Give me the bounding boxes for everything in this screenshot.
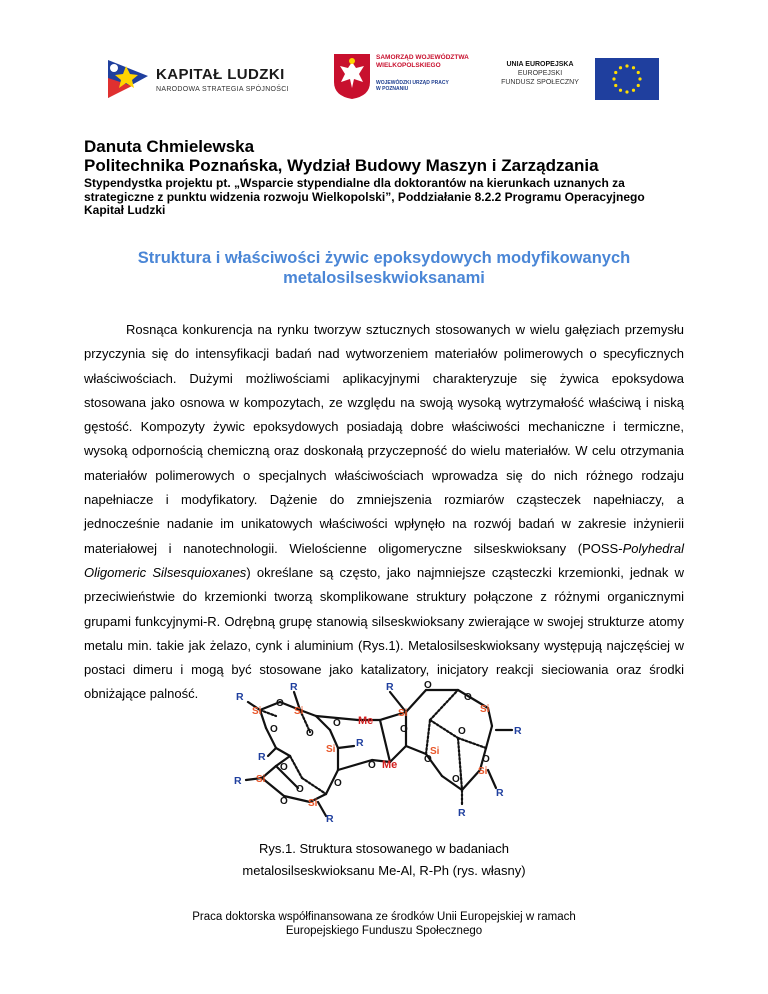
me-atom: Me bbox=[382, 759, 398, 771]
o-atom: O bbox=[424, 754, 432, 765]
si-atom: Si bbox=[294, 706, 304, 717]
r-group: R bbox=[290, 681, 298, 693]
r-group: R bbox=[496, 787, 504, 799]
eu-line2: EUROPEJSKI bbox=[517, 70, 563, 77]
r-group: R bbox=[356, 737, 364, 749]
eu-star-icon bbox=[637, 84, 640, 87]
wielkopolska-text-bottom bbox=[376, 80, 449, 92]
wlkp-line4: W POZNANIU bbox=[376, 86, 409, 92]
body-paragraph bbox=[84, 318, 684, 707]
body-part1: Rosnąca konkurencja na rynku tworzyw sztucznych stosowanych w wielu gałęziach przemysłu przyczynia się do intensyfikacji badań nad wytworzeniem materiałów polimerowych o specyficznych właściwościach. Dużymi możliwościami aplikacyjnymi charakteryzuje się żywica epoksydowa stosowana jako osnowa w kompozytach, ze względu na swoją wysoką wytrzymałość właściwą i niską gęstość. Kompozyty żywic epoksydowych posiadają dobre właściwości mechaniczne i termiczne, wysoką odpornością chemiczną oraz doskonałą przyczepność do wielu materiałów. W celu otrzymania materiałów polimerowych o specjalnych właściwościach wprowadza się do nich różnego rodzaju napełniacze i modyfikatory. Dążenie do zmniejszenia rozmiarów cząsteczek napełniaczy, a jednocześnie nadanie im unikatowych właściwości wpłynęło na rozwój badań w zakresie inżynierii materiałowej i nanotechnologii. Wielościenne oligomeryczne silseskwioksany (POSS- bbox=[84, 322, 684, 556]
eu-flag-icon bbox=[595, 58, 659, 100]
r-group: R bbox=[326, 813, 334, 825]
caption-line1: Rys.1. Struktura stosowanego w badaniach bbox=[258, 841, 510, 856]
wlkp-line2: WIELKOPOLSKIEGO bbox=[376, 62, 441, 69]
r-group: R bbox=[386, 681, 394, 693]
affiliation: Politechnika Poznańska, Wydział Budowy Maszyn i Zarządzania bbox=[84, 156, 599, 175]
o-atom: O bbox=[464, 692, 472, 703]
eu-text bbox=[490, 60, 590, 87]
body-text bbox=[84, 318, 684, 707]
eu-line3: FUNDUSZ SPOŁECZNY bbox=[501, 79, 579, 86]
metallosilsesquioxane-structure-diagram bbox=[230, 670, 540, 835]
me-atom: Me bbox=[358, 715, 374, 727]
o-atom: O bbox=[452, 774, 460, 785]
r-group: R bbox=[458, 807, 466, 819]
r-group: R bbox=[258, 751, 266, 763]
wielkopolska-logo bbox=[330, 48, 469, 108]
kapital-ludzki-emblem-icon bbox=[104, 54, 152, 100]
wlkp-line3: WOJEWÓDZKI URZĄD PRACY bbox=[376, 80, 449, 86]
eu-star-icon bbox=[625, 64, 628, 67]
eu-star-icon bbox=[619, 89, 622, 92]
si-atom: Si bbox=[256, 774, 266, 785]
caption-line2: metalosilseskwioksanu Me-Al, R-Ph (rys. własny) bbox=[242, 863, 526, 878]
document-title: Struktura i właściwości żywic epoksydowych modyfikowanych metalosilseskwioksanami bbox=[137, 249, 631, 287]
footer-line1: Praca doktorska współfinansowana ze środków Unii Europejskiej w ramach bbox=[192, 911, 576, 923]
eu-star-icon bbox=[632, 89, 635, 92]
o-atom: O bbox=[270, 724, 278, 735]
kapital-ludzki-title: KAPITAŁ LUDZKI bbox=[156, 66, 285, 83]
o-atom: O bbox=[368, 760, 376, 771]
footer-note bbox=[134, 910, 634, 938]
wielkopolska-eagle-icon bbox=[332, 52, 372, 100]
o-atom: O bbox=[400, 724, 408, 735]
kapital-ludzki-logo bbox=[104, 54, 304, 100]
si-atom: Si bbox=[308, 798, 318, 809]
o-atom: O bbox=[280, 762, 288, 773]
o-atom: O bbox=[276, 698, 284, 709]
grant-info: Stypendystka projektu pt. „Wsparcie stypendialne dla doktorantów na kierunkach uznanych za strategiczne z punktu widzenia rozwoju Wielkopolski”, Poddziałanie 8.2.2 Programu Operacyjnego Kapitał Ludzki bbox=[84, 176, 645, 217]
wielkopolska-text-top bbox=[376, 54, 469, 70]
o-atom: O bbox=[306, 728, 314, 739]
eu-star-icon bbox=[619, 66, 622, 69]
wlkp-line1: SAMORZĄD WOJEWÓDZTWA bbox=[376, 54, 469, 61]
r-group: R bbox=[514, 725, 522, 737]
o-atom: O bbox=[296, 784, 304, 795]
si-atom: Si bbox=[430, 746, 440, 757]
o-atom: O bbox=[482, 754, 490, 765]
body-part2: ) określane są często, jako najmniejsze cząsteczki krzemionki, jednak w przeciwieństwie do krzemionki tworzą skomplikowane struktury połączone z różnymi organicznymi grupami funkcyjnymi-R. Odrębną grupę stanowią silseskwioksany zwierające w swojej strukturze atomy metalu min. takie jak żelazo, cynk i aluminium (Rys.1). Metalosilseskwioksany występują najczęściej w postaci dimeru i mogą być stosowane jako katalizatory, inicjatory reakcji sieciowania oraz środki obniżające palność. bbox=[84, 564, 684, 702]
eu-star-icon bbox=[614, 71, 617, 74]
o-atom: O bbox=[334, 778, 342, 789]
si-atom: Si bbox=[326, 744, 336, 755]
si-atom: Si bbox=[398, 708, 408, 719]
eu-star-icon bbox=[614, 84, 617, 87]
eu-star-icon bbox=[632, 66, 635, 69]
r-group: R bbox=[236, 691, 244, 703]
footer-line2: Europejskiego Funduszu Społecznego bbox=[285, 925, 483, 937]
logo-bar bbox=[0, 48, 768, 108]
eu-star-icon bbox=[637, 71, 640, 74]
o-atom: O bbox=[458, 726, 466, 737]
author-name: Danuta Chmielewska bbox=[84, 137, 255, 156]
kapital-ludzki-subtitle: NARODOWA STRATEGIA SPÓJNOŚCI bbox=[156, 86, 289, 93]
si-atom: Si bbox=[252, 706, 262, 717]
eu-star-icon bbox=[612, 77, 615, 80]
eu-line1: UNIA EUROPEJSKA bbox=[506, 61, 574, 68]
body-italic-term: Polyhedral Oligomeric Silsesquioxanes bbox=[84, 540, 684, 580]
si-atom: Si bbox=[480, 704, 490, 715]
o-atom: O bbox=[333, 718, 341, 729]
figure-caption bbox=[200, 838, 568, 882]
eu-star-icon bbox=[638, 77, 641, 80]
si-atom: Si bbox=[478, 766, 488, 777]
eu-logo bbox=[490, 58, 670, 102]
o-atom: O bbox=[424, 680, 432, 691]
r-group: R bbox=[234, 775, 242, 787]
o-atom: O bbox=[280, 796, 288, 807]
eu-star-icon bbox=[625, 90, 628, 93]
